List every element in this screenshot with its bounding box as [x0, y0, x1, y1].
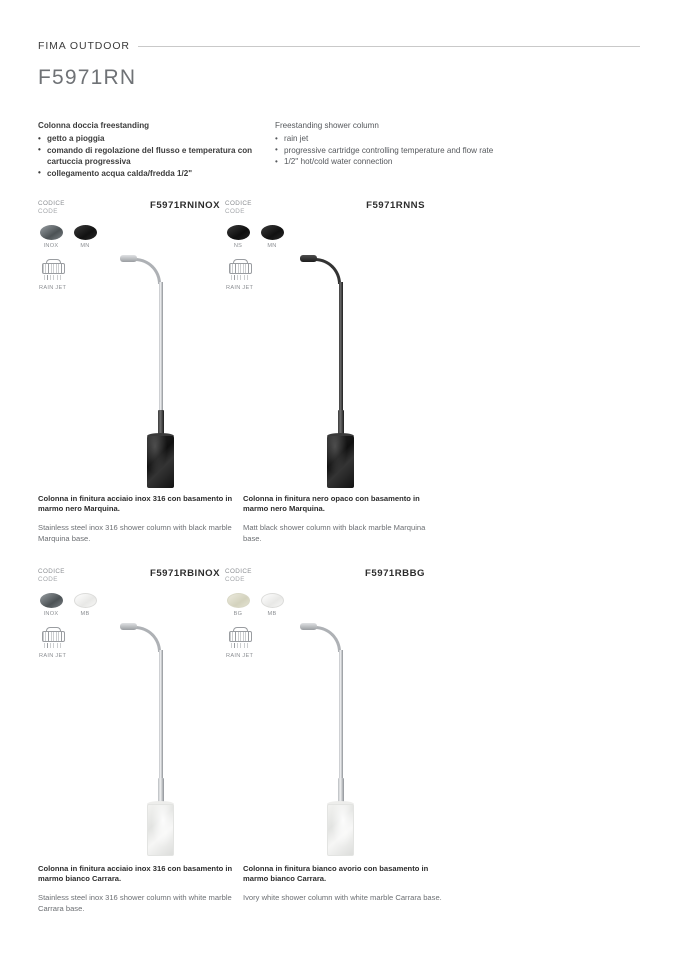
- finish-swatches: [38, 593, 98, 617]
- page-header: [38, 40, 640, 52]
- marble-base: [147, 804, 174, 856]
- finish-swatches: [225, 593, 285, 617]
- description-it-bullet: • comando di regolazione del flusso e temperatura con cartuccia progressiva: [38, 145, 253, 168]
- marble-base: [327, 804, 354, 856]
- finish-swatch[interactable]: [72, 225, 98, 249]
- finish-swatches: [38, 225, 98, 249]
- code-label-it: CODICE: [38, 200, 65, 207]
- code-label-en: CODE: [225, 207, 245, 215]
- swatch-inox-icon: [40, 593, 63, 608]
- description-english: [275, 120, 505, 168]
- shower-elbow: [315, 626, 341, 652]
- finish-swatch[interactable]: [225, 225, 251, 249]
- swatch-mn-icon: [261, 225, 284, 240]
- swatch-mb-icon: [74, 593, 97, 608]
- header-divider: [138, 46, 640, 47]
- page-title: F5971RN: [38, 66, 137, 89]
- code-label-en: CODE: [38, 207, 58, 215]
- description-en-bullet: • 1/2'' hot/cold water connection: [275, 156, 505, 167]
- description-it-bullet: • getto a pioggia: [38, 133, 253, 144]
- swatch-mb-icon: [261, 593, 284, 608]
- description-en-bullet: • rain jet: [275, 133, 505, 144]
- product-caption: [243, 864, 443, 904]
- finish-swatch[interactable]: [38, 593, 64, 617]
- control-sleeve: [338, 410, 344, 434]
- swatch-ns-icon: [227, 225, 250, 240]
- control-sleeve: [338, 778, 344, 802]
- brand-name: FIMA OUTDOOR: [38, 40, 130, 52]
- code-label-it: CODICE: [225, 568, 252, 575]
- caption-english: Stainless steel inox 316 shower column with white marble Carrara base.: [38, 893, 232, 913]
- product-image: [225, 250, 435, 490]
- description-en-list: [275, 133, 505, 167]
- description-italian: [38, 120, 253, 179]
- marble-base: [327, 436, 354, 488]
- finish-swatch[interactable]: [225, 593, 251, 617]
- finish-swatch[interactable]: [259, 593, 285, 617]
- product-caption: [243, 494, 443, 544]
- finish-swatch[interactable]: [38, 225, 64, 249]
- caption-italian: Colonna in finitura nero opaco con basamento in marmo nero Marquina.: [243, 494, 420, 514]
- description-it-bullet: • collegamento acqua calda/fredda 1/2": [38, 168, 253, 179]
- caption-italian: Colonna in finitura bianco avorio con basamento in marmo bianco Carrara.: [243, 864, 429, 884]
- caption-english: Matt black shower column with black marble Marquina base.: [243, 523, 426, 543]
- product-image: [225, 618, 435, 858]
- description-en-bullet: • progressive cartridge controlling temperature and flow rate: [275, 145, 505, 156]
- code-label-it: CODICE: [38, 568, 65, 575]
- product-card: [225, 200, 435, 291]
- swatch-label: INOX: [43, 243, 59, 249]
- swatch-label: INOX: [43, 611, 59, 617]
- caption-english: Ivory white shower column with white marble Carrara base.: [243, 893, 442, 903]
- description-en-heading: Freestanding shower column: [275, 121, 379, 130]
- shower-elbow: [135, 626, 161, 652]
- control-sleeve: [158, 410, 164, 434]
- swatch-label: BG: [233, 611, 243, 617]
- shower-elbow: [135, 258, 161, 284]
- swatch-label: MN: [80, 243, 90, 249]
- swatch-label: MN: [267, 243, 277, 249]
- product-code: F5971RBINOX: [149, 568, 220, 579]
- shower-elbow: [315, 258, 341, 284]
- finish-swatches: [225, 225, 285, 249]
- caption-english: Stainless steel inox 316 shower column with black marble Marquina base.: [38, 523, 232, 543]
- product-code: F5971RNNS: [366, 200, 425, 211]
- product-code: F5971RNINOX: [149, 200, 220, 211]
- jet-label: RAIN JET: [39, 285, 67, 291]
- swatch-label: NS: [233, 243, 243, 249]
- shower-head: [120, 623, 137, 630]
- swatch-inox-icon: [40, 225, 63, 240]
- jet-label: RAIN JET: [39, 653, 67, 659]
- control-sleeve: [158, 778, 164, 802]
- marble-base: [147, 436, 174, 488]
- code-label-it: CODICE: [225, 200, 252, 207]
- swatch-bg-icon: [227, 593, 250, 608]
- swatch-label: MB: [267, 611, 277, 617]
- finish-swatch[interactable]: [259, 225, 285, 249]
- product-image: [38, 250, 248, 490]
- description-it-heading: Colonna doccia freestanding: [38, 121, 150, 130]
- shower-head: [120, 255, 137, 262]
- finish-swatch[interactable]: [72, 593, 98, 617]
- product-caption: [38, 494, 238, 544]
- swatch-mn-icon: [74, 225, 97, 240]
- jet-label: RAIN JET: [226, 653, 254, 659]
- shower-head: [300, 255, 317, 262]
- product-code: F5971RBBG: [365, 568, 425, 579]
- product-card: [225, 568, 435, 659]
- code-label-en: CODE: [38, 575, 58, 583]
- shower-head: [300, 623, 317, 630]
- caption-italian: Colonna in finitura acciaio inox 316 con basamento in marmo bianco Carrara.: [38, 864, 233, 884]
- jet-label: RAIN JET: [226, 285, 254, 291]
- description-it-list: [38, 133, 253, 179]
- product-caption: [38, 864, 238, 914]
- product-image: [38, 618, 248, 858]
- code-label-en: CODE: [225, 575, 245, 583]
- caption-italian: Colonna in finitura acciaio inox 316 con basamento in marmo nero Marquina.: [38, 494, 233, 514]
- swatch-label: MB: [80, 611, 90, 617]
